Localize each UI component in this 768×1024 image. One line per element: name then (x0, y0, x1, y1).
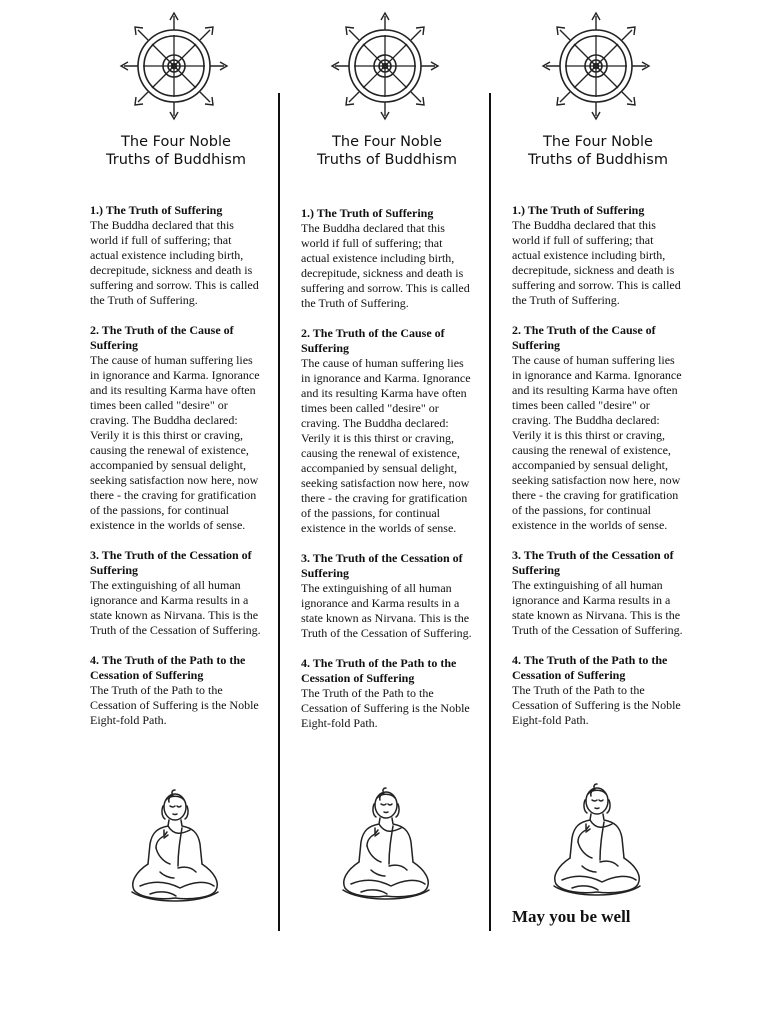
title-line-2: Truths of Buddhism (317, 152, 457, 168)
truth-heading: 2. The Truth of the Cause of Suffering (512, 323, 656, 352)
seated-buddha-icon (331, 784, 441, 910)
truth-body: The cause of human suffering lies in ignorance and Karma. Ignorance and its resulting Karma have often times been called "desire" or craving. The Buddha declared: (90, 353, 260, 427)
truth-section-2 (90, 323, 262, 533)
seated-buddha-icon (542, 780, 652, 906)
seated-buddha-icon (120, 786, 230, 912)
dharma-wheel-icon (540, 10, 652, 122)
truth-heading: 3. The Truth of the Cessation of Suffering (301, 551, 463, 580)
dharma-wheel-icon (329, 10, 441, 122)
truth-body: The Buddha declared that this world if full of suffering; that actual existence including birth, decrepitude, sickness and death is suffering and sorrow. This is called the Truth of Suffering. (512, 218, 681, 307)
closing-blessing: May you be well (512, 907, 631, 926)
truth-heading: 3. The Truth of the Cessation of Suffering (512, 548, 674, 577)
cut-line-divider (489, 93, 491, 931)
truth-heading: 2. The Truth of the Cause of Suffering (301, 326, 445, 355)
truth-body: The Buddha declared that this world if full of suffering; that actual existence including birth, decrepitude, sickness and death is suffering and sorrow. This is called the Truth of Suffering. (301, 221, 470, 310)
truth-section-1 (90, 203, 262, 308)
bookmark-title (512, 133, 684, 169)
truth-body: The Truth of the Path to the Cessation of Suffering is the Noble Eight-fold Path. (512, 683, 681, 727)
truth-heading: 4. The Truth of the Path to the Cessation of Suffering (512, 653, 668, 682)
truth-quote: Verily it is this thirst or craving, causing the renewal of existence, accompanied by sensual delight, seeking satisfaction now here, now there - the craving for gratification of the passions, for continual existence in the worlds of sense. (301, 431, 470, 535)
truth-body: The extinguishing of all human ignorance and Karma results in a state known as Nirvana. This is the Truth of the Cessation of Suffering. (301, 581, 472, 640)
truth-heading: 1.) The Truth of Suffering (512, 203, 645, 217)
truth-body: The Buddha declared that this world if full of suffering; that actual existence including birth, decrepitude, sickness and death is suffering and sorrow. This is called the Truth of Suffering. (90, 218, 259, 307)
truths-list (512, 203, 684, 743)
truth-section-1 (512, 203, 684, 308)
title-line-1: The Four Noble (121, 134, 231, 150)
truth-section-4 (90, 653, 262, 728)
title-line-2: Truths of Buddhism (106, 152, 246, 168)
truth-heading: 3. The Truth of the Cessation of Suffering (90, 548, 252, 577)
dharma-wheel-icon (118, 10, 230, 122)
truth-section-4 (301, 656, 473, 731)
truth-heading: 2. The Truth of the Cause of Suffering (90, 323, 234, 352)
cut-line-divider (278, 93, 280, 931)
truth-body: The cause of human suffering lies in ignorance and Karma. Ignorance and its resulting Karma have often times been called "desire" or craving. The Buddha declared: (301, 356, 471, 430)
truth-section-3 (301, 551, 473, 641)
title-line-1: The Four Noble (543, 134, 653, 150)
truth-section-2 (301, 326, 473, 536)
truth-section-3 (512, 548, 684, 638)
truth-section-1 (301, 206, 473, 311)
truth-body: The cause of human suffering lies in ignorance and Karma. Ignorance and its resulting Karma have often times been called "desire" or craving. The Buddha declared: (512, 353, 682, 427)
truths-list (301, 206, 473, 746)
truth-body: The Truth of the Path to the Cessation of Suffering is the Noble Eight-fold Path. (90, 683, 259, 727)
truth-heading: 4. The Truth of the Path to the Cessation of Suffering (301, 656, 457, 685)
truth-heading: 4. The Truth of the Path to the Cessation of Suffering (90, 653, 246, 682)
truth-body: The Truth of the Path to the Cessation of Suffering is the Noble Eight-fold Path. (301, 686, 470, 730)
bookmark-title (301, 133, 473, 169)
truth-section-2 (512, 323, 684, 533)
truths-list (90, 203, 262, 743)
truth-section-4 (512, 653, 684, 728)
truth-quote: Verily it is this thirst or craving, causing the renewal of existence, accompanied by sensual delight, seeking satisfaction now here, now there - the craving for gratification of the passions, for continual existence in the worlds of sense. (512, 428, 681, 532)
truth-body: The extinguishing of all human ignorance and Karma results in a state known as Nirvana. This is the Truth of the Cessation of Suffering. (90, 578, 261, 637)
truth-heading: 1.) The Truth of Suffering (301, 206, 434, 220)
truth-body: The extinguishing of all human ignorance and Karma results in a state known as Nirvana. This is the Truth of the Cessation of Suffering. (512, 578, 683, 637)
truth-section-3 (90, 548, 262, 638)
truth-quote: Verily it is this thirst or craving, causing the renewal of existence, accompanied by sensual delight, seeking satisfaction now here, now there - the craving for gratification of the passions, for continual existence in the worlds of sense. (90, 428, 259, 532)
bookmark-title (90, 133, 262, 169)
truth-heading: 1.) The Truth of Suffering (90, 203, 223, 217)
title-line-2: Truths of Buddhism (528, 152, 668, 168)
title-line-1: The Four Noble (332, 134, 442, 150)
